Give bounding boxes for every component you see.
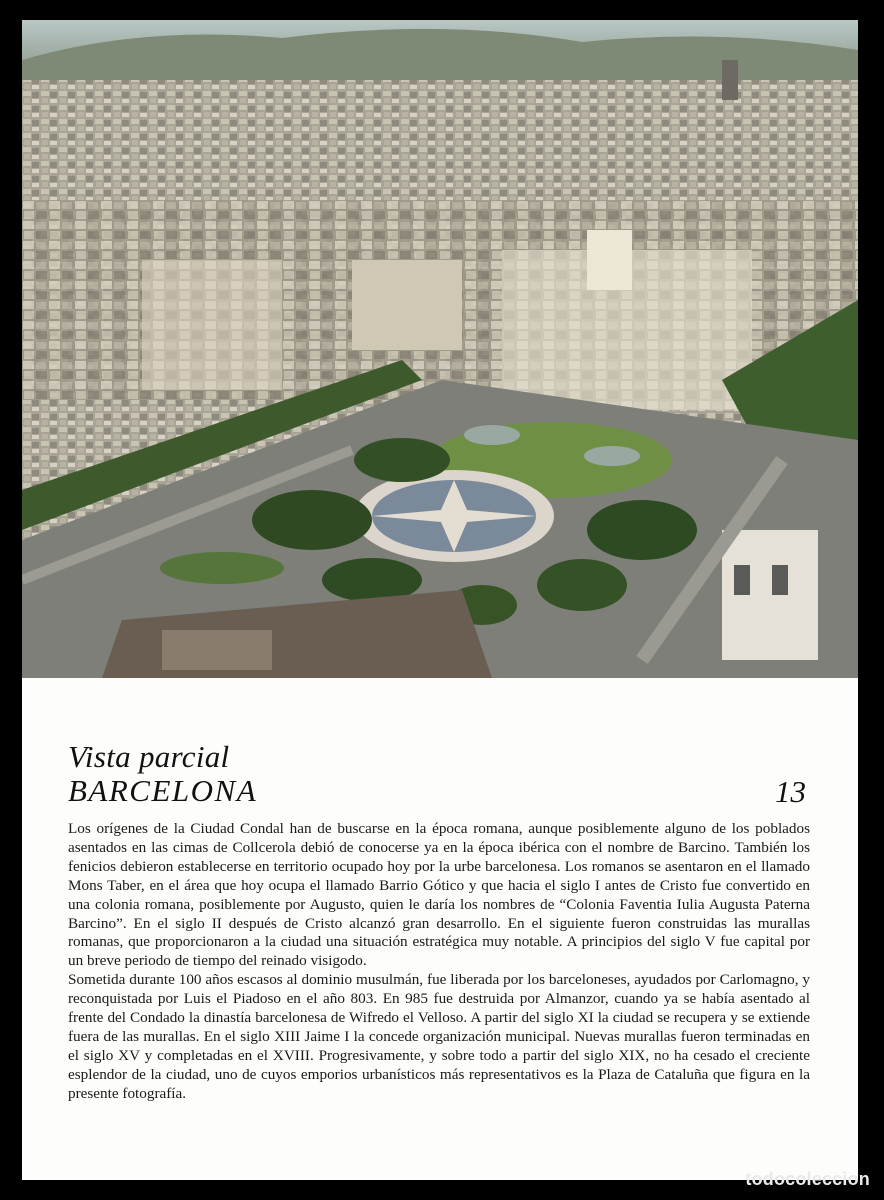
caption-block: [68, 740, 257, 808]
caption-city: BARCELONA: [68, 773, 258, 808]
page-number: 13: [775, 774, 806, 809]
paragraph-2: Sometida durante 100 años escasos al dominio musulmán, fue liberada por los barceloneses, ayudados por Carlomagno, y reconquistada por Luis el Piadoso en el año 803. En 985 fue destruida por Almanzor, cuando ya se había asentado al frente del Condado la dinastía barcelonesa de Wifredo el Velloso. A partir del siglo XI la ciudad se recupera y se extiende fuera de las murallas. En el siglo XIII Jaime I la concede organización municipal. Nuevas murallas fueron terminadas en el siglo XV y completadas en el XVIII. Progresivamente, y sobre todo a partir del siglo XIX, no ha cesado el creciente esplendor de la ciudad, uno de cuyos emporios urbanísticos más representativos es la Plaza de Cataluña que figura en la presente fotografía.: [68, 971, 810, 1102]
watermark: todocoleccion: [745, 1169, 870, 1189]
caption-subtitle: Vista parcial: [68, 739, 230, 774]
description-text: [68, 820, 810, 1104]
postcard-page: [22, 20, 858, 1180]
aerial-photo-illustration: [22, 20, 858, 678]
aerial-photo-barcelona: [22, 20, 858, 678]
paragraph-1: Los orígenes de la Ciudad Condal han de buscarse en la época romana, aunque posiblemente alguno de los poblados asentados en las cimas de Collcerola debió de conocerse ya en la época ibérica con el nombre de Barcino. También los fenicios debieron establecerse en territorio ocupado hoy por la urbe barcelonesa. Los romanos se asentaron en el llamado Mons Taber, en el área que hoy ocupa el llamado Barrio Gótico y que hacia el siglo I antes de Cristo fue convertido en una colonia romana, posiblemente por Augusto, quien le daría los nombres de “Colonia Faventia Iulia Augusta Paterna Barcino”. En el siglo II después de Cristo alcanzó gran desarrollo. En el siguiente fueron construidas las murallas romanas, que proporcionaron a la ciudad una situación estratégica muy notable. A principios del siglo V fue capital por un breve periodo de tiempo del reinado visigodo.: [68, 820, 810, 970]
